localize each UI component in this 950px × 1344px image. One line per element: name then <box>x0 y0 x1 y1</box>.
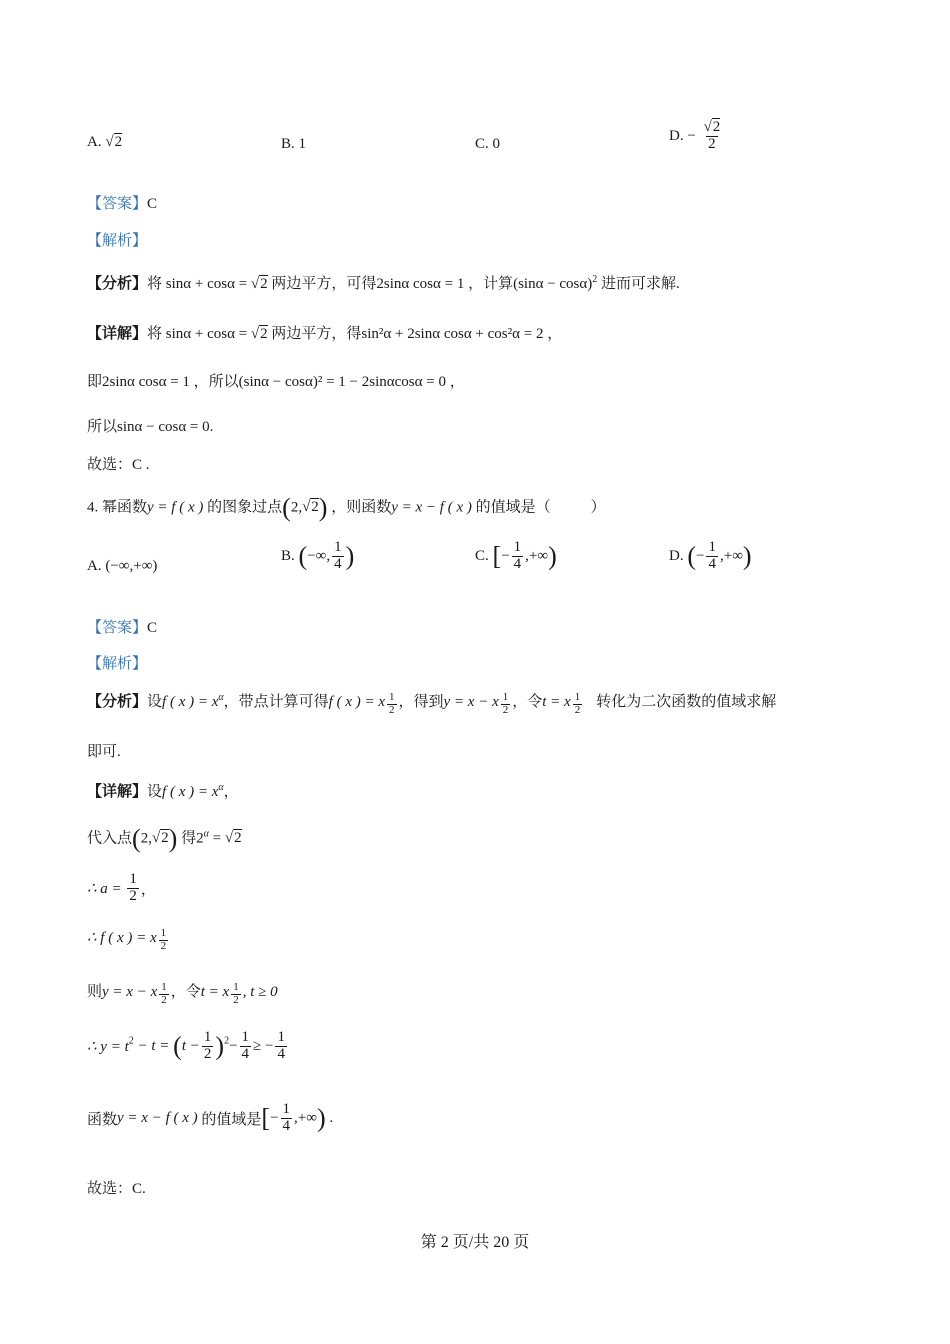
q3-analysis-tag: 【解析】 <box>87 233 148 249</box>
q4-line-alpha: ∴ a = $\frac{1}{2}$ ， <box>87 871 156 904</box>
q4-line-dairu: 代入点(2,√2) 得$2^\alpha = √2$ <box>87 824 242 853</box>
q3-option-a: A. √2 <box>87 134 123 150</box>
q4-line-square: ∴ $y = t^2 - t = (t$ − $\frac{1}{2}$ )$^2$− $\frac{1}{4}$ ≥ − $\frac{1}{4}$ <box>87 1029 285 1062</box>
q4-line-hanshu: 函数y = x − f ( x ) 的值域是[− $\frac{1}{4}$ ,+∞) . <box>87 1101 334 1134</box>
q3-option-d: D. − $\frac{√2}{2}$ <box>669 119 721 152</box>
q4-line-ze: 则y = x − x $^{\frac{1}{2}}$ ，令t = x $^{\frac{1}{2}}$ , t ≥ 0 <box>87 981 278 1006</box>
q4-line-guxuan: 故选：C. <box>87 1181 146 1197</box>
q4-option-d: D. (− $\frac{1}{4}$ ,+∞) <box>669 539 752 572</box>
q4-fenxi: 【分析】设f ( x ) = $x^\alpha$，带点计算可得f ( x ) = x $^{\frac{1}{2}}$ ，得到y = x − x $^{\frac{1}{2}}$ ，令t = x $^{\frac{1}{2}}$ 转化为二次函数的值域求解 <box>87 691 777 716</box>
q4-xiangjie: 【详解】设f ( x ) = $x^\alpha$， <box>87 782 239 800</box>
q4-option-b: B. (−∞, $\frac{1}{4}$ ) <box>281 539 355 572</box>
q3-line-guxuan: 故选：C . <box>87 457 150 473</box>
q3-answer: 【答案】C <box>87 196 158 212</box>
q3-xiangjie: 【详解】将 sinα + cosα = √2 两边平方，得sin²α + 2sinα cosα + cos²α = 2 ， <box>87 326 563 342</box>
page-footer: 第 2 页/共 20 页 <box>420 1234 530 1251</box>
q4-option-a: A. (−∞,+∞) <box>87 558 158 574</box>
q3-line-ji: 即2sinα cosα = 1 ，所以(sinα − cosα)² = 1 − 2sinαcosα = 0 ， <box>87 374 465 390</box>
q3-line-suoyi: 所以sinα − cosα = 0. <box>87 419 214 435</box>
q3-option-b: B. 1 <box>281 136 307 152</box>
sqrt-symbol: √2 <box>105 134 123 150</box>
q4-analysis-tag: 【解析】 <box>87 656 148 672</box>
q3-fenxi: 【分析】将 sinα + cosα = √2 两边平方，可得2sinα cosα = 1 ，计算$(\sin\alpha - \cos\alpha)^2$ 进而可求解. <box>87 274 680 292</box>
q4-stem: 4. 幂函数y = f ( x ) 的图象过点(2,√2) ，则函数y = x − f ( x ) 的值域是（ ） <box>87 493 606 522</box>
q4-answer: 【答案】C <box>87 620 158 636</box>
q4-option-c: C. [− $\frac{1}{4}$ ,+∞) <box>475 539 557 572</box>
q4-line-fx: ∴ f ( x ) = x $^{\frac{1}{2}}$ <box>87 927 167 952</box>
q3-option-c: C. 0 <box>475 136 501 152</box>
q4-fenxi-cont: 即可. <box>87 744 121 760</box>
